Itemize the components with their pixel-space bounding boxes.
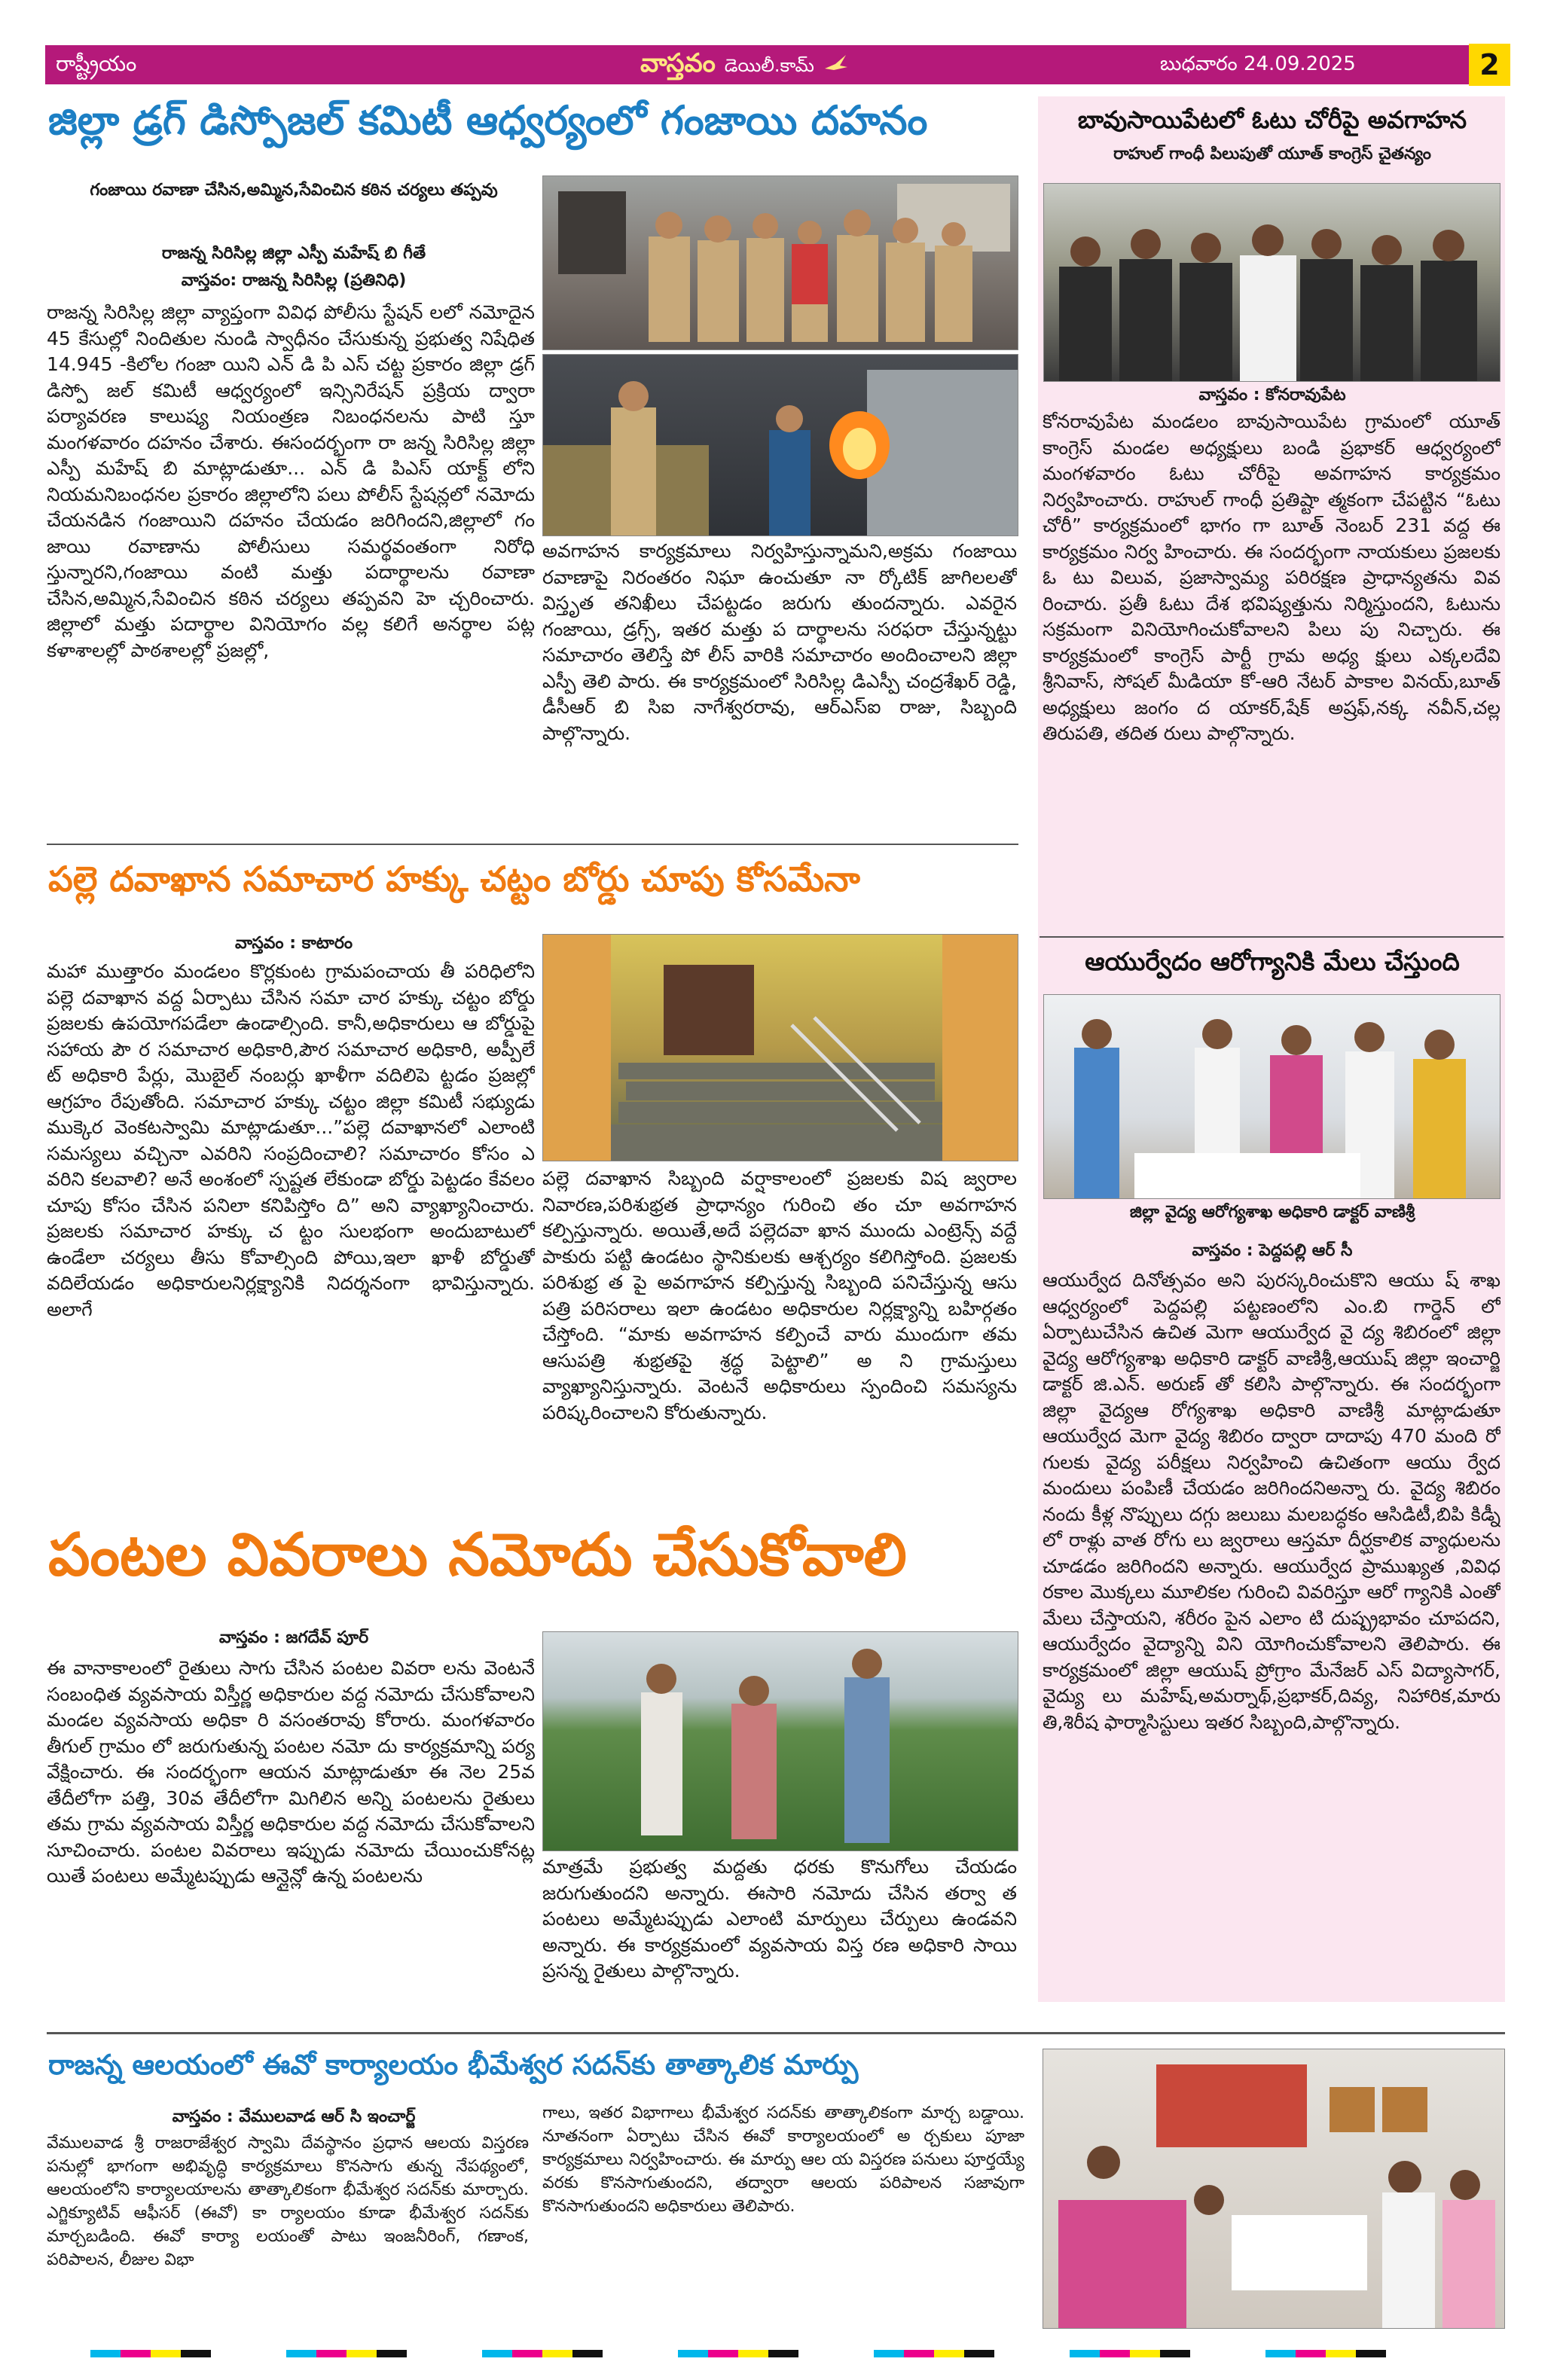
story1-photo-police-group [542, 175, 1018, 350]
story5-column2: మాత్రమే ప్రభుత్వ మద్దతు ధరకు కొనుగోలు చేయడం జరుగుతుందని అన్నారు. ఈసారి నమోదు చేసిన తర్వా త పంటలు అమ్మేటప్పుడు ఎలాంటి మార్పులు చేర్పులు ఉండవని అన్నారు. ఈ కార్యక్రమంలో వ్యవసాయ విస్త రణ అధికారి సాయి ప్రసన్న రైతులు పాల్గొన్నారు. [542, 1856, 1017, 1982]
story2-body: కోనరావుపేట మండలం బావుసాయిపేట గ్రామంలో యూత్ కాంగ్రెస్ మండల అధ్యక్షులు బండి ప్రభాకర్ ఆధ్వర్యంలో మంగళవారం ఓటు చోరీపై అవగాహన కార్యక్రమం నిర్వహించారు. రాహుల్ గాంధీ ప్రతిష్టా త్మకంగా చేపట్టిన “ఓటు చోరీ” కార్యక్రమంలో భాగం గా బూత్ నెంబర్ 231 వద్ద ఈ కార్యక్రమం నిర్వ హించారు. ఈ సందర్భంగా నాయకులు ప్రజలకు ఓ టు విలువ, ప్రజాస్వామ్య పరిరక్షణ ప్రాధాన్యతను వివ రించారు. ప్రతీ ఓటు దేశ భవిష్యత్తును నిర్మిస్తుందని, ఓటును సక్రమంగా వినియోగించుకోవాలని పిలు పు నిచ్చారు. ఈ కార్యక్రమంలో కాంగ్రెస్ పార్టీ గ్రామ అధ్య క్షులు ఎక్కలదేవి శ్రీనివాస్, సోషల్ మీడియా కో-ఆరి నేటర్ పాకాల వినయ్,బూత్ అధ్యక్షులు జంగం ద యాకర్,షేక్ అష్రఫ్,నక్క నవీన్,చల్ల తిరుపతి, తదిత రులు పాల్గొన్నారు. [1043, 410, 1501, 744]
story1-column1: రాజన్న సిరిసిల్ల జిల్లా వ్యాప్తంగా వివిధ పోలీసు స్టేషన్ లలో నమోదైన 45 కేసుల్లో నిందితుల నుండి స్వాధీనం చేసుకున్న ప్రభుత్వ నిషేధిత 14.945 -కిలోల గంజా యిని ఎన్ డి పి ఎస్ చట్ట ప్రకారం జిల్లా డ్రగ్ డిస్పో జల్ కమిటీ ఆధ్వర్యంలో ఇన్సినిరేషన్ ప్రక్రియ ద్వారా పర్యావరణ కాలుష్య నియంత్రణ నిబంధనలను పాటి స్తూ మంగళవారం దహనం చేశారు. ఈసందర్భంగా రా జన్న సిరిసిల్ల జిల్లా ఎస్పీ మహేష్ బి మాట్లాడుతూ... ఎన్ డి పిఎస్ యాక్ట్ లోని నియమనిబంధనల ప్రకారం జిల్లాలోని పలు పోలీస్ స్టేషన్లలో నమోదు చేయనడిన గంజాయిని దహనం చేయడం జరిగిందని,జిల్లాలో గం జాయి రవాణాను పోలీసులు సమర్థవంతంగా నిరోధి స్తున్నారని,గంజాయి వంటి మత్తు పదార్థాలను రవాణా చేసిన,అమ్మిన,సేవించిన కఠిన చర్యలు తప్పవని హె చ్చరించారు. జిల్లాలో మత్తు పదార్థాల వినియోగం వల్ల కలిగే అనర్థాల పట్ల కళాశాలల్లో పాఠశాలల్లో ప్రజల్లో, [47, 301, 535, 661]
story4-dateline: వాస్తవం : పెద్దపల్లి ఆర్ సీ [1192, 1241, 1353, 1260]
incineration-scene [543, 355, 1018, 536]
story1-column2: అవగాహన కార్యక్రమాలు నిర్వహిస్తున్నామని,అక్రమ గంజాయి రవాణాపై నిరంతరం నిఘా ఉంచుతూ నా ర్కోటిక్ జాగిలలతో విస్తృత తనిఖీలు చేపట్టడం జరుగు తుందన్నారు. ఎవరైన గంజాయి, డ్రగ్స్, ఇతర మత్తు ప దార్థాలను సరఫరా చేస్తున్నట్టు సమాచారం తెలిస్తే పో లీస్ వారికి సమాచారం అందించాలని జిల్లా ఎస్పీ తెలి పారు. ఈ కార్యక్రమంలో సిరిసిల్ల డిఎస్పీ చంద్రశేఖర్ రెడ్డి, డీసీఆర్ బి సిఐ నాగేశ్వరరావు, ఆర్ఎస్ఐ రాజు, సిబ్బంది పాల్గొన్నారు. [542, 540, 1017, 744]
header-bar [45, 45, 1495, 84]
story2-photo-youth-congress [1043, 183, 1501, 382]
section-name: రాష్ట్రీయం [56, 51, 137, 76]
story1-headline: జిల్లా డ్రగ్ డిస్పోజల్ కమిటీ ఆధ్వర్యంలో గంజాయి దహనం [48, 98, 928, 144]
story4-photo-ayurveda-camp [1043, 994, 1501, 1199]
ayurveda-camp-scene [1044, 995, 1500, 1198]
masthead-title: వాస్తవం [640, 48, 716, 78]
paddy-field-scene [543, 1632, 1018, 1851]
eo-office-scene [1043, 2049, 1504, 2328]
story6-column1: వేములవాడ శ్రీ రాజరాజేశ్వర స్వామి దేవస్థానం ప్రధాన ఆలయ విస్తరణ పనుల్లో భాగంగా అభివృద్ధి కార్యక్రమాలు కొనసాగు తున్న నేపథ్యంలో, ఆలయంలోని కార్యాలయాలను తాత్కాలికంగా భీమేశ్వర సదన్‌కు మార్చారు. ఎగ్జిక్యూటివ్ ఆఫీసర్ (ఈవో) కా ర్యాలయం కూడా భీమేశ్వర సదన్‌కు మార్చబడింది. ఈవో కార్యా లయంతో పాటు ఇంజనీరింగ్, గణాంక, పరిపాలన, లీజుల విభా [47, 2134, 529, 2269]
divider-line [47, 844, 1018, 845]
story3-column1: మహా ముత్తారం మండలం కొర్లకుంట గ్రామపంచాయ తీ పరిధిలోని పల్లె దవాఖాన వద్ద ఏర్పాటు చేసిన సమా చార హక్కు చట్టం బోర్డు ప్రజలకు ఉపయోగపడేలా ఉండాల్సింది. కానీ,అధికారులు ఆ బోర్డుపై సహాయ పౌ ర సమాచార అధికారి,పౌర సమాచార అధికారి, అప్పీలే ట్ అధికారి పేర్లు, మొబైల్ నంబర్లు ఖాళీగా వదిలిపె ట్టడం ప్రజల్లో ఆగ్రహం రేపుతోంది. సమాచార హక్కు చట్టం జిల్లా కమిటీ సభ్యుడు ముక్కెర వెంకటస్వామి మాట్లాడుతూ...”పల్లె దవాఖానలో ఎలాంటి సమస్యలు వచ్చినా ఎవరిని సంప్రదించాలి? సమాచారం కోసం ఎ వరిని కలవాలి? అనే అంశంలో స్పష్టత లేకుండా బోర్డు పెట్టడం కేవలం చూపు కోసం చేసిన పనిలా కనిపిస్తోం ది” అని వ్యాఖ్యానించారు. ప్రజలకు సమాచార హక్కు చ ట్టం సులభంగా అందుబాటులో ఉండేలా చర్యలు తీసు కోవాల్సింది పోయి,ఇలా ఖాళీ బోర్డుతో వదిలేయడం అధికారులనిర్లక్ష్యానికి నిదర్శనంగా భావిస్తున్నారు. అలాగే [47, 960, 535, 1320]
masthead-subtitle: డెయిలీ.కామ్ [724, 55, 814, 76]
sidebar-divider [1040, 936, 1504, 938]
story6-photo-eo-office [1043, 2049, 1505, 2329]
bird-logo-icon [823, 53, 849, 76]
masthead [640, 48, 849, 84]
story5-headline: పంటల వివరాలు నమోదు చేసుకోవాలి [48, 1521, 907, 1589]
story6-dateline: వాస్తవం : వేములవాడ ఆర్ సి ఇంచార్జ్ [172, 2107, 416, 2126]
story5-dateline: వాస్తవం : జగదేవ్ పూర్ [218, 1628, 369, 1647]
story2-dateline: వాస్తవం : కోనరావుపేట [1198, 386, 1346, 404]
story5-photo-paddy-field [542, 1631, 1018, 1851]
story4-photo-caption: జిల్లా వైద్య ఆరోగ్యశాఖ అధికారి డాక్టర్ వాణిశ్రీ [1129, 1203, 1415, 1222]
story3-column2: పల్లె దవాఖాన సిబ్బంది వర్షాకాలంలో ప్రజలకు విష జ్వరాల నివారణ,పరిశుభ్రత ప్రాధాన్యం గురించి తం చూ అవగాహన కల్పిస్తున్నారు. అయితే,అదే పల్లెదవా ఖాన ముందు ఎంట్రెన్స్ వద్దే పాకురు పట్టి ఉండటం స్థానికులకు ఆశ్చర్యం కలిగిస్తోంది. ప్రజలకు పరిశుభ్ర త పై అవగాహన కల్పిస్తున్న సిబ్బంది పనిచేస్తున్న ఆసు పత్రి పరిసరాలు ఇలా ఉండటం అధికారుల నిర్లక్ష్యాన్ని బహిర్గతం చేస్తోంది. “మాకు అవగాహన కల్పించే వారు ముందుగా తమ ఆసుపత్రి శుభ్రతపై శ్రద్ధ పెట్టాలి” అ ని గ్రామస్తులు వ్యాఖ్యానిస్తున్నారు. వెంటనే అధికారులు స్పందించి సమస్యను పరిష్కరించాలని కోరుతున్నారు. [542, 1167, 1017, 1423]
story1-deck2: రాజన్న సిరిసిల్ల జిల్లా ఎస్పీ మహేష్ బి గీతే [161, 244, 426, 263]
clinic-steps-scene [543, 935, 1018, 1161]
story5-column1: ఈ వానాకాలంలో రైతులు సాగు చేసిన పంటల వివరా లను వెంటనే సంబంధిత వ్యవసాయ విస్తీర్ణ అధికారుల వద్ద నమోదు చేసుకోవాలని మండల వ్యవసాయ అధికా రి వసంతరావు కోరారు. మంగళవారం తీగుల్ గ్రామం లో జరుగుతున్న పంటల నమో దు కార్యక్రమాన్ని పర్య వేక్షించారు. ఈ సందర్భంగా ఆయన మాట్లాడుతూ ఈ నెల 25వ తేదీలోగా పత్తి, 30వ తేదీలోగా మిగిలిన అన్ని పంటలను రైతులు తమ గ్రామ వ్యవసాయ విస్తీర్ణ అధికారుల వద్ద నమోదు చేసుకోవాలని సూచించారు. పంటల వివరాలు ఇప్పుడు నమోదు చేయించుకోనట్ల యితే పంటలు అమ్మేటప్పుడు ఆన్లైన్లో ఉన్న పంటలను [47, 1657, 535, 1887]
story6-headline: రాజన్న ఆలయంలో ఈవో కార్యాలయం భీమేశ్వర సదన్‌కు తాత్కాలిక మార్పు [48, 2049, 859, 2081]
page-number: 2 [1469, 44, 1510, 86]
bottom-divider [47, 2032, 1505, 2034]
color-registration-bar [90, 2350, 1446, 2357]
story1-deck1: గంజాయి రవాణా చేసిన,అమ్మిన,సేవించిన కఠిన చర్యలు తప్పవు [90, 181, 498, 200]
issue-date: బుధవారం 24.09.2025 [1160, 53, 1356, 75]
story3-photo-clinic-steps [542, 934, 1018, 1161]
story2-deck: రాహుల్ గాంధీ పిలుపుతో యూత్ కాంగ్రెస్ చైతన్యం [1113, 145, 1431, 163]
story3-dateline: వాస్తవం : కాటారం [234, 934, 353, 953]
youth-group-figures [1044, 184, 1500, 381]
police-group-figures [543, 176, 1018, 349]
story1-dateline: వాస్తవం: రాజన్న సిరిసిల్ల (ప్రతినిధి) [181, 271, 407, 290]
story1-photo-incineration [542, 354, 1018, 536]
story4-headline: ఆయుర్వేదం ఆరోగ్యానికి మేలు చేస్తుంది [1085, 947, 1460, 976]
story3-headline: పల్లె దవాఖాన సమాచార హక్కు చట్టం బోర్డు చూపు కోసమేనా [48, 859, 860, 899]
story4-body: ఆయుర్వేద దినోత్సవం అని పురస్కరించుకొని ఆయు ష్ శాఖ ఆధ్వర్యంలో పెద్దపల్లి పట్టణంలోని ఎం.బి గార్డెన్ లో ఏర్పాటుచేసిన ఉచిత మెగా ఆయుర్వేద వై ద్య శిబిరంలో జిల్లా వైద్య ఆరోగ్యశాఖ అధికారి డాక్టర్ వాణిశ్రీ,ఆయుష్ జిల్లా ఇంచార్జి డాక్టర్ జి.ఎన్. అరుణ్ తో కలిసి పాల్గొన్నారు. ఈ సందర్భంగా జిల్లా వైద్యఆ రోగ్యశాఖ అధికారి వాణిశ్రీ మాట్లాడుతూ ఆయుర్వేద మెగా వైద్య శిబిరం ద్వారా దాదాపు 470 మంది రో గులకు వైద్య పరీక్షలు నిర్వహించి ఉచితంగా ఆయు ర్వేద మందులు పంపిణీ చేయడం జరిగిందనిఅన్నా రు. వైద్య శిబిరం నందు కీళ్ల నొప్పులు దగ్గు జలుబు మలబద్ధకం ఆసిడిటీ,బిపి కిడ్నీ లో రాళ్లు వాత రోగు లు జ్వరాలు ఆస్తమా దీర్ఘకాలిక వ్యాధులను చూడడం జరిగిందని అన్నారు. ఆయుర్వేద ప్రాముఖ్యత ,వివిధ రకాల మొక్కలు మూలికల గురించి వివరిస్తూ ఆరో గ్యానికి ఎంతో మేలు చేస్తాయని, శరీరం పైన ఎలాం టి దుష్ప్రభావం చూపదని, ఆయుర్వేదం వైద్యాన్ని విని యోగించుకోవాలని తెలిపారు. ఈ కార్యక్రమంలో జిల్లా ఆయుష్ ప్రోగ్రాం మేనేజర్ ఎస్ విద్యాసాగర్, వైద్యు లు మహేష్,అమర్నాథ్,ప్రభాకర్,దివ్య, నిహారిక,మారు తి,శిరీష ఫార్మాసిస్టులు ఇతర సిబ్బంది,పాల్గొన్నారు. [1043, 1269, 1501, 1733]
story2-headline: బావుసాయిపేటలో ఓటు చోరీపై అవగాహన [1077, 105, 1467, 134]
story6-column2: గాలు, ఇతర విభాగాలు భీమేశ్వర సదన్‌కు తాత్కాలికంగా మార్చ బడ్డాయి. నూతనంగా ఏర్పాటు చేసిన ఈవో కార్యాలయంలో అ ర్చకులు పూజా కార్యక్రమాలు నిర్వహించారు. ఈ మార్పు ఆల య విస్తరణ పనులు పూర్తయ్యే వరకు కొనసాగుతుందని, తద్వారా ఆలయ పరిపాలన సజావుగా కొనసాగుతుందని అధికారులు తెలిపారు. [542, 2104, 1024, 2216]
